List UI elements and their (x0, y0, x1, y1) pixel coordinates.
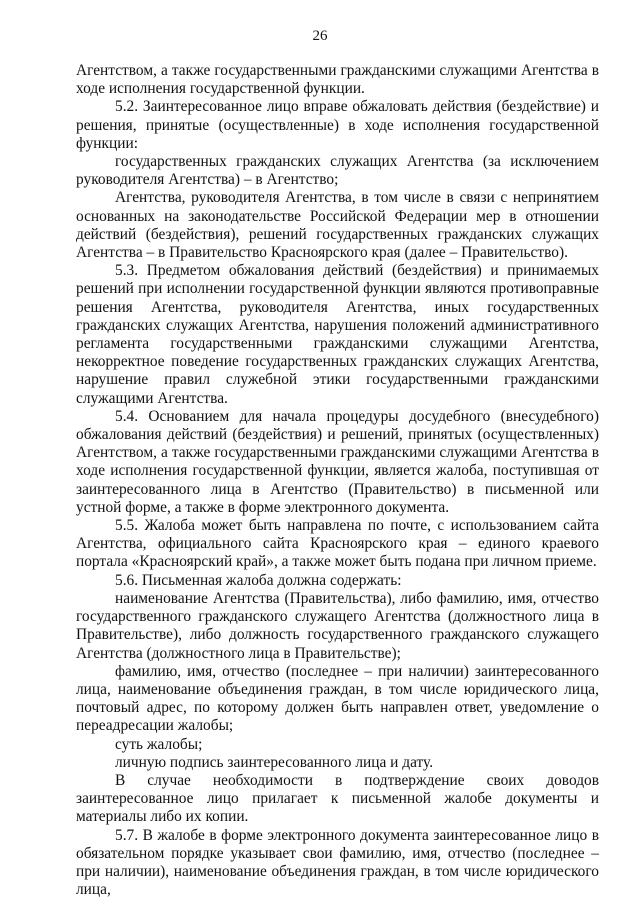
paragraph-5-3: 5.3. Предметом обжалования действий (бездействия) и принимаемых решений при исполнении государственной функции являются противоправные решения Агентства, руководителя Агентства, иных государственных гражданских служащих Агентства, нарушения положений административного регламента государственными гражданскими служащими Агентства, некорректное поведение государственных гражданских служащих Агентства, нарушение правил служебной этики государственными гражданскими служащими Агентства. (76, 262, 599, 407)
paragraph-5-2-item-2: Агентства, руководителя Агентства, в том числе в связи с непринятием основанных на законодательстве Российской Федерации мер в отношении действий (бездействия), решений государственных гражданских служащих Агентства – в Правительство Красноярского края (далее – Правительство). (76, 189, 599, 262)
paragraph-5-7: 5.7. В жалобе в форме электронного документа заинтересованное лицо в обязательном порядке указывает свои фамилию, имя, отчество (последнее – при наличии), наименование объединения граждан, в том числе юридического лица, (76, 826, 599, 899)
paragraph-5-4: 5.4. Основанием для начала процедуры досудебного (внесудебного) обжалования действий (бездействия) и решений, принятых (осуществленных) Агентством, а также государственными гражданскими служащими Агентства в ходе исполнения государственной функции, является жалоба, поступившая от заинтересованного лица в Агентство (Правительство) в письменной или устной форме, а также в форме электронного документа. (76, 407, 599, 516)
paragraph-5-6-note: В случае необходимости в подтверждение своих доводов заинтересованное лицо прилагает к письменной жалобе документы и материалы либо их копии. (76, 771, 599, 826)
paragraph-5-6-item-4: личную подпись заинтересованного лица и дату. (115, 753, 434, 771)
paragraph-5-6-item-3: суть жалобы; (115, 735, 203, 753)
paragraph-5-5: 5.5. Жалоба может быть направлена по почте, с использованием сайта Агентства, официального сайта Красноярского края – единого краевого портала «Красноярский край», а также может быть подана при личном приеме. (76, 517, 599, 571)
paragraph-5-2: 5.2. Заинтересованное лицо вправе обжаловать действия (бездействие) и решения, принятые (осуществленные) в ходе исполнения государственной функции: (76, 98, 599, 152)
paragraph-continuation: Агентством, а также государственными гражданскими служащими Агентства в ходе исполнения государственной функции. (76, 62, 599, 98)
paragraph-5-2-item-1: государственных гражданских служащих Агентства (за исключением руководителя Агентства) – в Агентство; (76, 153, 599, 189)
page-number: 26 (312, 28, 328, 44)
paragraph-5-6-item-2: фамилию, имя, отчество (последнее – при наличии) заинтересованного лица, наименование объединения граждан, в том числе юридического лица, почтовый адрес, по которому должен быть направлен ответ, уведомление о переадресации жалобы; (76, 662, 599, 735)
paragraph-5-6: 5.6. Письменная жалоба должна содержать: (115, 571, 402, 589)
paragraph-5-6-item-1: наименование Агентства (Правительства), либо фамилию, имя, отчество государственного гражданского служащего Агентства (должностного лица в Правительстве), либо должность государственного гражданского служащего Агентства (должностного лица в Правительстве); (76, 589, 599, 662)
document-body (76, 62, 599, 899)
